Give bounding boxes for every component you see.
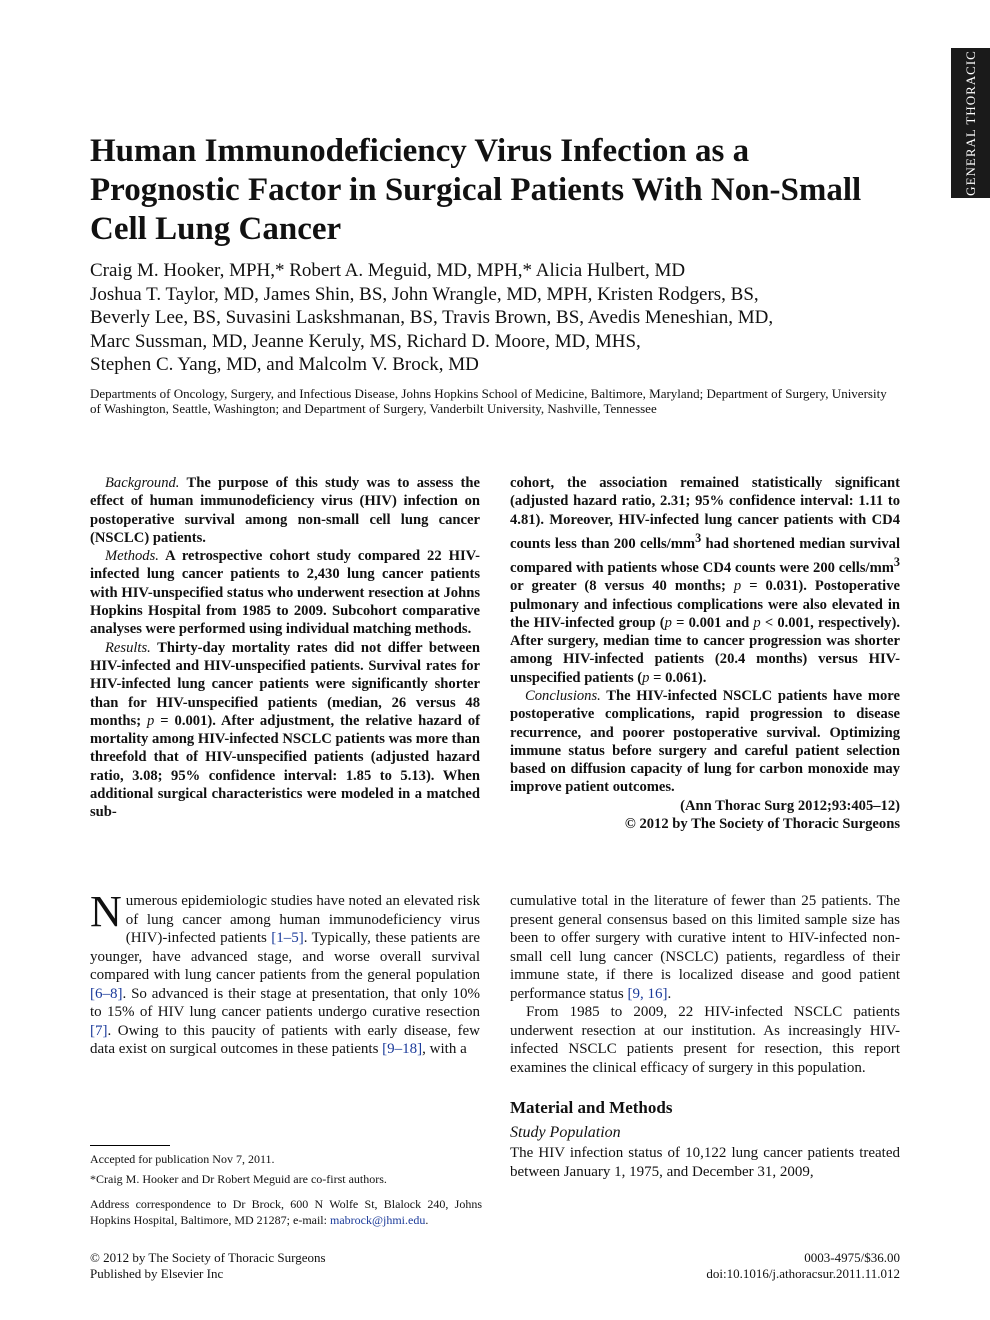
footer-publisher: Published by Elsevier Inc — [90, 1266, 224, 1281]
body-paragraph: The HIV infection status of 10,122 lung cancer patients treated between January 1, 1975, and December 31, 2009, — [510, 1145, 900, 1180]
footer-copyright: © 2012 by The Society of Thoracic Surgeons — [90, 1250, 326, 1265]
abstract-results-cont: cohort, the association remained statistically significant (adjusted hazard ratio, 2.31; 95% confidence interval: 1.11 to 4.81). Moreover, HIV-infected lung cancer patients with CD4 counts less than 200 cells/$mm^3$ had shortened median survival compared with patients whose CD4 counts were 200 cells/$mm^3$ or greater (8 versus 40 months; p = 0.031). Postoperative pulmonary and infectious complications were also elevated in the HIV-infected group (p = 0.001 and p < 0.001, respectively). After surgery, median time to cancer progression was shorter among HIV-infected patients (20.4 months) versus HIV-unspecified patients (p = 0.061). — [510, 475, 901, 686]
author-line: Joshua T. Taylor, MD, James Shin, BS, John Wrangle, MD, MPH, Kristen Rodgers, BS, — [90, 283, 759, 305]
section-heading: Material and Methods — [510, 1098, 673, 1117]
footer-doi: doi:10.1016/j.athoracsur.2011.11.012 — [706, 1266, 900, 1281]
footnote-accepted: Accepted for publication Nov 7, 2011. — [90, 1152, 275, 1166]
reference-link[interactable]: [9–18] — [382, 1041, 423, 1057]
email-link[interactable]: mabrock@jhmi.edu — [329, 1213, 426, 1227]
abstract-copyright: © 2012 by The Society of Thoracic Surgeons — [624, 816, 900, 833]
reference-link[interactable]: [9, 16] — [627, 985, 668, 1002]
drop-cap: N — [90, 887, 122, 936]
author-line: Beverly Lee, BS, Suvasini Laskshmanan, BS, Travis Brown, BS, Avedis Meneshian, MD, — [90, 307, 774, 328]
author-list — [90, 259, 910, 377]
footer-right — [706, 1250, 900, 1282]
reference-link[interactable]: [6–8] — [90, 985, 123, 1002]
body-right-column — [510, 892, 900, 1181]
footnote-cofirst: *Craig M. Hooker and Dr Robert Meguid are co-first authors. — [90, 1172, 387, 1186]
footnote-divider — [90, 1145, 170, 1146]
author-line: Marc Sussman, MD, Jeanne Keruly, MS, Richard D. Moore, MD, MHS, — [90, 330, 641, 352]
affiliations: Departments of Oncology, Surgery, and Infectious Disease, Johns Hopkins School of Medicine, Baltimore, Maryland; Department of Surgery, University of Washington, Seattle, Washington; and Department of Surgery, Vanderbilt University, Nashville, Tennessee — [90, 386, 887, 417]
abstract-right-column — [510, 474, 900, 833]
journal-citation: (Ann Thorac Surg 2012;93:405–12) — [680, 797, 900, 814]
reference-link[interactable]: [7] — [90, 1022, 108, 1039]
reference-link[interactable]: [1–5] — [271, 930, 304, 946]
abstract-results: Results. Thirty-day mortality rates did not differ between HIV-infected and HIV-unspecified patients. Survival rates for HIV-infected lung cancer patients were significantly shorter than for HIV-unspecified patients (median, 26 versus 48 months; p = 0.001). After adjustment, the relative hazard of mortality among HIV-infected NSCLC patients was more than threefold that of HIV-unspecified patients (adjusted hazard ratio, 3.08; 95% confidence interval: 1.85 to 5.13). When additional surgical characteristics were modeled in a matched sub- — [90, 639, 480, 821]
abstract-conclusions: Conclusions. The HIV-infected NSCLC patients have more postoperative complications, rapid progression to disease recurrence, and poorer postoperative survival. Optimizing immune status before surgery and careful patient selection based on diffusion capacity of lung for carbon monoxide may improve patient outcomes. — [510, 687, 900, 796]
subsection-heading: Study Population — [510, 1123, 621, 1141]
body-paragraph: From 1985 to 2009, 22 HIV-infected NSCLC patients underwent resection at our institution. As increasingly HIV-infected NSCLC patients present for resection, this report examines the clinical efficacy of surgery in this population. — [510, 1004, 900, 1076]
section-tab-label: GENERAL THORACIC — [962, 50, 978, 196]
author-line: Craig M. Hooker, MPH,* Robert A. Meguid, MD, MPH,* Alicia Hulbert, MD — [90, 260, 686, 281]
intro-paragraph-cont: cumulative total in the literature of fewer than 25 patients. The present general consensus based on this limited sample size has been to offer surgery with curative intent to HIV-infected non-small cell lung cancer (NSCLC) patients, regardless of their immune state, if there is localized disease and good patient performance status [9, 16]. — [510, 893, 900, 1002]
footer-issn: 0003-4975/$36.00 — [804, 1250, 900, 1265]
body-left-column — [90, 887, 480, 1059]
footnote-address: Address correspondence to Dr Brock, 600 N Wolfe St, Blalock 240, Johns Hopkins Hospital, Baltimore, MD 21287; e-mail: mabrock@jhmi.edu. — [90, 1197, 482, 1227]
section-tab — [951, 48, 990, 198]
author-line: Stephen C. Yang, MD, and Malcolm V. Brock, MD — [90, 354, 479, 375]
abstract-left-column — [90, 474, 480, 822]
abstract-background: Background. The purpose of this study was to assess the effect of human immunodeficiency virus (HIV) infection on postoperative survival among non-small cell lung cancer (NSCLC) patients. — [90, 475, 480, 546]
footer-left — [90, 1250, 326, 1282]
article-title: Human Immunodeficiency Virus Infection as a Prognostic Factor in Surgical Patients With Non-Small Cell Lung Cancer — [90, 133, 862, 247]
intro-paragraph: Numerous epidemiologic studies have noted an elevated risk of lung cancer among human immunodeficiency virus (HIV)-infected patients [1–5]. Typically, these patients are younger, have advanced stage, and worse overall survival compared with lung cancer patients from the general population [6–8]. So advanced is their stage at presentation, that only 10% to 15% of HIV lung cancer patients undergo curative resection [7]. Owing to this paucity of patients with early disease, few data exist on surgical outcomes in these patients [9–18], with a — [90, 887, 480, 1057]
abstract-methods: Methods. A retrospective cohort study compared 22 HIV-infected lung cancer patients to 2,430 lung cancer patients with HIV-unspecified status who underwent resection at Johns Hopkins Hospital from 1985 to 2009. Subcohort comparative analyses were performed using individual matching methods. — [90, 548, 480, 638]
